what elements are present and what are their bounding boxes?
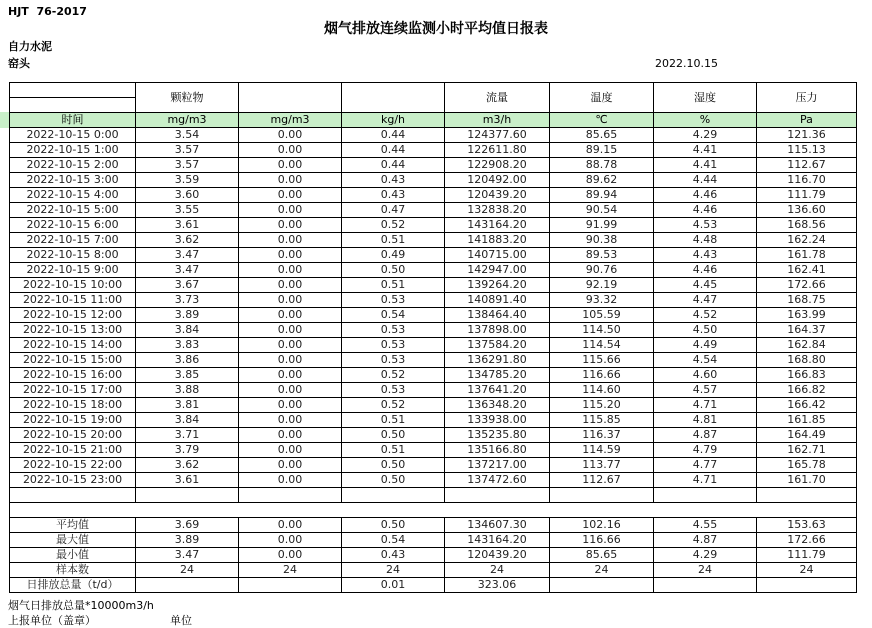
value-cell: 161.78 (757, 248, 857, 263)
value-cell: 4.46 (654, 203, 757, 218)
value-cell: 143164.20 (445, 218, 550, 233)
value-cell: 172.66 (757, 278, 857, 293)
value-cell: 3.57 (136, 158, 239, 173)
time-cell: 2022-10-15 18:00 (10, 398, 136, 413)
value-cell: 168.75 (757, 293, 857, 308)
value-cell: 0.53 (342, 383, 445, 398)
summary-value-cell: 4.29 (654, 548, 757, 563)
time-cell: 2022-10-15 3:00 (10, 173, 136, 188)
summary-value-cell: 0.00 (239, 533, 342, 548)
summary-label: 平均值 (10, 518, 136, 533)
group-header-pressure: 压力 (757, 83, 857, 113)
value-cell: 0.00 (239, 338, 342, 353)
table-row (10, 413, 857, 428)
table-row (10, 263, 857, 278)
value-cell: 136348.20 (445, 398, 550, 413)
value-cell: 115.85 (550, 413, 654, 428)
value-cell: 4.45 (654, 278, 757, 293)
table-row (10, 398, 857, 413)
value-cell: 3.89 (136, 308, 239, 323)
value-cell: 168.80 (757, 353, 857, 368)
summary-value-cell (239, 578, 342, 593)
value-cell: 0.00 (239, 278, 342, 293)
value-cell: 4.47 (654, 293, 757, 308)
value-cell: 137472.60 (445, 473, 550, 488)
unit-header-mgm3-2: mg/m3 (239, 113, 342, 128)
summary-value-cell: 0.43 (342, 548, 445, 563)
summary-row (10, 518, 857, 533)
table-row (10, 428, 857, 443)
value-cell: 4.52 (654, 308, 757, 323)
value-cell: 115.13 (757, 143, 857, 158)
value-cell: 89.53 (550, 248, 654, 263)
group-header-row (10, 83, 857, 98)
value-cell: 161.85 (757, 413, 857, 428)
value-cell: 116.37 (550, 428, 654, 443)
value-cell: 4.53 (654, 218, 757, 233)
summary-row (10, 578, 857, 593)
group-header-particulate: 颗粒物 (136, 83, 239, 113)
unit-header-m3h: m3/h (445, 113, 550, 128)
value-cell: 163.99 (757, 308, 857, 323)
summary-value-cell: 143164.20 (445, 533, 550, 548)
value-cell: 4.46 (654, 188, 757, 203)
value-cell: 124377.60 (445, 128, 550, 143)
summary-value-cell: 24 (654, 563, 757, 578)
time-cell: 2022-10-15 1:00 (10, 143, 136, 158)
company-name: 自力水泥 (8, 40, 52, 53)
summary-value-cell: 172.66 (757, 533, 857, 548)
summary-value-cell: 0.01 (342, 578, 445, 593)
value-cell: 4.41 (654, 143, 757, 158)
value-cell: 85.65 (550, 128, 654, 143)
table-row (10, 188, 857, 203)
value-cell: 0.43 (342, 188, 445, 203)
value-cell: 116.70 (757, 173, 857, 188)
table-row (10, 173, 857, 188)
value-cell: 115.66 (550, 353, 654, 368)
value-cell: 142947.00 (445, 263, 550, 278)
value-cell: 0.50 (342, 263, 445, 278)
value-cell: 137641.20 (445, 383, 550, 398)
unit-header-time: 时间 (10, 113, 136, 128)
unit-header-pa: Pa (757, 113, 857, 128)
time-cell: 2022-10-15 22:00 (10, 458, 136, 473)
value-cell: 0.50 (342, 473, 445, 488)
value-cell: 112.67 (550, 473, 654, 488)
value-cell: 114.50 (550, 323, 654, 338)
summary-value-cell: 24 (239, 563, 342, 578)
time-cell: 2022-10-15 8:00 (10, 248, 136, 263)
table-row (10, 158, 857, 173)
footer-note: 烟气日排放总量*10000m3/h (8, 599, 154, 612)
value-cell: 0.00 (239, 203, 342, 218)
time-cell: 2022-10-15 9:00 (10, 263, 136, 278)
value-cell: 113.77 (550, 458, 654, 473)
value-cell: 4.49 (654, 338, 757, 353)
summary-row (10, 563, 857, 578)
value-cell: 90.76 (550, 263, 654, 278)
value-cell: 0.49 (342, 248, 445, 263)
summary-value-cell: 323.06 (445, 578, 550, 593)
value-cell: 88.78 (550, 158, 654, 173)
value-cell: 0.00 (239, 128, 342, 143)
time-cell: 2022-10-15 17:00 (10, 383, 136, 398)
value-cell: 111.79 (757, 188, 857, 203)
value-cell: 3.62 (136, 458, 239, 473)
table-row (10, 203, 857, 218)
group-header-flow: 流量 (445, 83, 550, 113)
value-cell: 166.82 (757, 383, 857, 398)
standard-code: HJT 76-2017 (8, 5, 87, 18)
value-cell: 165.78 (757, 458, 857, 473)
time-cell: 2022-10-15 10:00 (10, 278, 136, 293)
value-cell: 3.83 (136, 338, 239, 353)
time-cell: 2022-10-15 13:00 (10, 323, 136, 338)
summary-value-cell: 4.87 (654, 533, 757, 548)
value-cell: 0.00 (239, 323, 342, 338)
table-row (10, 458, 857, 473)
unit-header-percent: % (654, 113, 757, 128)
value-cell: 140891.40 (445, 293, 550, 308)
value-cell: 0.00 (239, 173, 342, 188)
value-cell: 4.57 (654, 383, 757, 398)
summary-value-cell: 24 (342, 563, 445, 578)
value-cell: 0.53 (342, 323, 445, 338)
value-cell: 92.19 (550, 278, 654, 293)
empty-row (10, 488, 857, 503)
summary-label: 日排放总量（t/d） (10, 578, 136, 593)
unit-header-mgm3-1: mg/m3 (136, 113, 239, 128)
value-cell: 0.00 (239, 473, 342, 488)
value-cell: 3.73 (136, 293, 239, 308)
value-cell: 89.94 (550, 188, 654, 203)
summary-value-cell: 111.79 (757, 548, 857, 563)
value-cell: 115.20 (550, 398, 654, 413)
value-cell: 0.00 (239, 158, 342, 173)
value-cell: 0.52 (342, 368, 445, 383)
value-cell: 3.47 (136, 263, 239, 278)
summary-value-cell: 3.47 (136, 548, 239, 563)
value-cell: 4.29 (654, 128, 757, 143)
value-cell: 4.87 (654, 428, 757, 443)
summary-value-cell: 3.89 (136, 533, 239, 548)
value-cell: 3.60 (136, 188, 239, 203)
station-name: 窑头 (8, 57, 30, 70)
value-cell: 4.50 (654, 323, 757, 338)
value-cell: 162.84 (757, 338, 857, 353)
summary-value-cell: 116.66 (550, 533, 654, 548)
value-cell: 0.00 (239, 188, 342, 203)
summary-value-cell (654, 578, 757, 593)
summary-value-cell: 85.65 (550, 548, 654, 563)
value-cell: 3.61 (136, 473, 239, 488)
value-cell: 164.49 (757, 428, 857, 443)
report-table (9, 82, 857, 593)
value-cell: 90.38 (550, 233, 654, 248)
time-header-spacer-bottom (10, 98, 136, 113)
value-cell: 121.36 (757, 128, 857, 143)
time-cell: 2022-10-15 2:00 (10, 158, 136, 173)
value-cell: 3.54 (136, 128, 239, 143)
summary-value-cell (757, 578, 857, 593)
unit-header-row (10, 113, 857, 128)
value-cell: 0.50 (342, 458, 445, 473)
value-cell: 3.71 (136, 428, 239, 443)
group-header-humidity: 湿度 (654, 83, 757, 113)
value-cell: 3.57 (136, 143, 239, 158)
summary-value-cell: 102.16 (550, 518, 654, 533)
value-cell: 168.56 (757, 218, 857, 233)
value-cell: 105.59 (550, 308, 654, 323)
unit-label: 单位 (170, 614, 192, 627)
time-cell: 2022-10-15 14:00 (10, 338, 136, 353)
summary-label: 样本数 (10, 563, 136, 578)
summary-value-cell: 120439.20 (445, 548, 550, 563)
summary-value-cell: 0.00 (239, 518, 342, 533)
report-date: 2022.10.15 (655, 57, 718, 70)
unit-header-kgh: kg/h (342, 113, 445, 128)
value-cell: 0.00 (239, 143, 342, 158)
time-cell: 2022-10-15 19:00 (10, 413, 136, 428)
summary-row (10, 548, 857, 563)
value-cell: 4.44 (654, 173, 757, 188)
value-cell: 114.60 (550, 383, 654, 398)
value-cell: 0.53 (342, 338, 445, 353)
table-row (10, 323, 857, 338)
value-cell: 0.00 (239, 353, 342, 368)
value-cell: 132838.20 (445, 203, 550, 218)
value-cell: 0.51 (342, 443, 445, 458)
value-cell: 0.00 (239, 218, 342, 233)
value-cell: 3.81 (136, 398, 239, 413)
value-cell: 0.44 (342, 143, 445, 158)
table-row (10, 338, 857, 353)
summary-value-cell: 153.63 (757, 518, 857, 533)
value-cell: 141883.20 (445, 233, 550, 248)
summary-value-cell: 24 (445, 563, 550, 578)
value-cell: 139264.20 (445, 278, 550, 293)
value-cell: 166.42 (757, 398, 857, 413)
value-cell: 0.00 (239, 398, 342, 413)
time-cell: 2022-10-15 11:00 (10, 293, 136, 308)
table-row (10, 353, 857, 368)
value-cell: 3.85 (136, 368, 239, 383)
value-cell: 137217.00 (445, 458, 550, 473)
table-row (10, 293, 857, 308)
time-cell: 2022-10-15 4:00 (10, 188, 136, 203)
group-header-empty-1 (239, 83, 342, 113)
value-cell: 0.00 (239, 293, 342, 308)
time-cell: 2022-10-15 7:00 (10, 233, 136, 248)
value-cell: 0.00 (239, 443, 342, 458)
table-row (10, 368, 857, 383)
value-cell: 116.66 (550, 368, 654, 383)
summary-value-cell (136, 578, 239, 593)
value-cell: 0.52 (342, 218, 445, 233)
table-row (10, 308, 857, 323)
value-cell: 0.00 (239, 368, 342, 383)
value-cell: 4.81 (654, 413, 757, 428)
value-cell: 140715.00 (445, 248, 550, 263)
summary-value-cell: 0.54 (342, 533, 445, 548)
value-cell: 0.00 (239, 308, 342, 323)
value-cell: 4.54 (654, 353, 757, 368)
value-cell: 0.54 (342, 308, 445, 323)
value-cell: 135166.80 (445, 443, 550, 458)
value-cell: 0.53 (342, 353, 445, 368)
summary-value-cell: 24 (757, 563, 857, 578)
value-cell: 0.00 (239, 263, 342, 278)
time-cell: 2022-10-15 12:00 (10, 308, 136, 323)
value-cell: 135235.80 (445, 428, 550, 443)
value-cell: 0.44 (342, 128, 445, 143)
summary-label: 最小值 (10, 548, 136, 563)
value-cell: 112.67 (757, 158, 857, 173)
time-cell: 2022-10-15 21:00 (10, 443, 136, 458)
value-cell: 4.77 (654, 458, 757, 473)
value-cell: 162.24 (757, 233, 857, 248)
value-cell: 4.71 (654, 398, 757, 413)
table-row (10, 278, 857, 293)
value-cell: 0.51 (342, 233, 445, 248)
value-cell: 0.43 (342, 173, 445, 188)
time-cell: 2022-10-15 16:00 (10, 368, 136, 383)
value-cell: 114.59 (550, 443, 654, 458)
value-cell: 137898.00 (445, 323, 550, 338)
value-cell: 4.48 (654, 233, 757, 248)
value-cell: 161.70 (757, 473, 857, 488)
time-header-spacer-top (10, 83, 136, 98)
value-cell: 164.37 (757, 323, 857, 338)
value-cell: 89.15 (550, 143, 654, 158)
time-cell: 2022-10-15 0:00 (10, 128, 136, 143)
table-row (10, 143, 857, 158)
summary-row (10, 533, 857, 548)
value-cell: 91.99 (550, 218, 654, 233)
value-cell: 3.67 (136, 278, 239, 293)
summary-value-cell: 24 (550, 563, 654, 578)
value-cell: 3.47 (136, 248, 239, 263)
table-row (10, 473, 857, 488)
value-cell: 4.71 (654, 473, 757, 488)
report-unit-label: 上报单位（盖章） (8, 614, 96, 627)
value-cell: 166.83 (757, 368, 857, 383)
value-cell: 3.79 (136, 443, 239, 458)
time-cell: 2022-10-15 20:00 (10, 428, 136, 443)
value-cell: 0.00 (239, 233, 342, 248)
summary-value-cell: 134607.30 (445, 518, 550, 533)
summary-value-cell: 0.50 (342, 518, 445, 533)
time-cell: 2022-10-15 5:00 (10, 203, 136, 218)
value-cell: 93.32 (550, 293, 654, 308)
value-cell: 3.55 (136, 203, 239, 218)
summary-value-cell: 24 (136, 563, 239, 578)
page-title: 烟气排放连续监测小时平均值日报表 (324, 21, 548, 37)
group-header-empty-2 (342, 83, 445, 113)
value-cell: 0.50 (342, 428, 445, 443)
table-row (10, 383, 857, 398)
value-cell: 0.47 (342, 203, 445, 218)
table-row (10, 128, 857, 143)
summary-value-cell: 3.69 (136, 518, 239, 533)
value-cell: 162.41 (757, 263, 857, 278)
value-cell: 4.79 (654, 443, 757, 458)
section-gap (10, 503, 857, 518)
value-cell: 122908.20 (445, 158, 550, 173)
time-cell: 2022-10-15 6:00 (10, 218, 136, 233)
value-cell: 136.60 (757, 203, 857, 218)
value-cell: 120439.20 (445, 188, 550, 203)
value-cell: 162.71 (757, 443, 857, 458)
value-cell: 0.00 (239, 383, 342, 398)
value-cell: 0.00 (239, 248, 342, 263)
summary-value-cell (550, 578, 654, 593)
summary-label: 最大值 (10, 533, 136, 548)
table-row (10, 218, 857, 233)
value-cell: 3.84 (136, 413, 239, 428)
unit-header-celsius: ℃ (550, 113, 654, 128)
value-cell: 3.59 (136, 173, 239, 188)
value-cell: 134785.20 (445, 368, 550, 383)
value-cell: 122611.80 (445, 143, 550, 158)
value-cell: 114.54 (550, 338, 654, 353)
value-cell: 0.53 (342, 293, 445, 308)
value-cell: 0.52 (342, 398, 445, 413)
value-cell: 89.62 (550, 173, 654, 188)
group-header-temperature: 温度 (550, 83, 654, 113)
value-cell: 3.88 (136, 383, 239, 398)
value-cell: 0.00 (239, 413, 342, 428)
value-cell: 4.60 (654, 368, 757, 383)
value-cell: 0.51 (342, 278, 445, 293)
value-cell: 137584.20 (445, 338, 550, 353)
value-cell: 4.41 (654, 158, 757, 173)
table-row (10, 233, 857, 248)
value-cell: 138464.40 (445, 308, 550, 323)
value-cell: 3.61 (136, 218, 239, 233)
summary-value-cell: 0.00 (239, 548, 342, 563)
time-cell: 2022-10-15 15:00 (10, 353, 136, 368)
value-cell: 3.84 (136, 323, 239, 338)
value-cell: 3.62 (136, 233, 239, 248)
row-highlight-strip (0, 112, 9, 128)
summary-value-cell: 4.55 (654, 518, 757, 533)
value-cell: 4.46 (654, 263, 757, 278)
value-cell: 4.43 (654, 248, 757, 263)
value-cell: 120492.00 (445, 173, 550, 188)
time-cell: 2022-10-15 23:00 (10, 473, 136, 488)
value-cell: 0.44 (342, 158, 445, 173)
value-cell: 3.86 (136, 353, 239, 368)
value-cell: 0.51 (342, 413, 445, 428)
table-row (10, 443, 857, 458)
value-cell: 90.54 (550, 203, 654, 218)
table-row (10, 248, 857, 263)
value-cell: 0.00 (239, 428, 342, 443)
value-cell: 133938.00 (445, 413, 550, 428)
value-cell: 136291.80 (445, 353, 550, 368)
value-cell: 0.00 (239, 458, 342, 473)
